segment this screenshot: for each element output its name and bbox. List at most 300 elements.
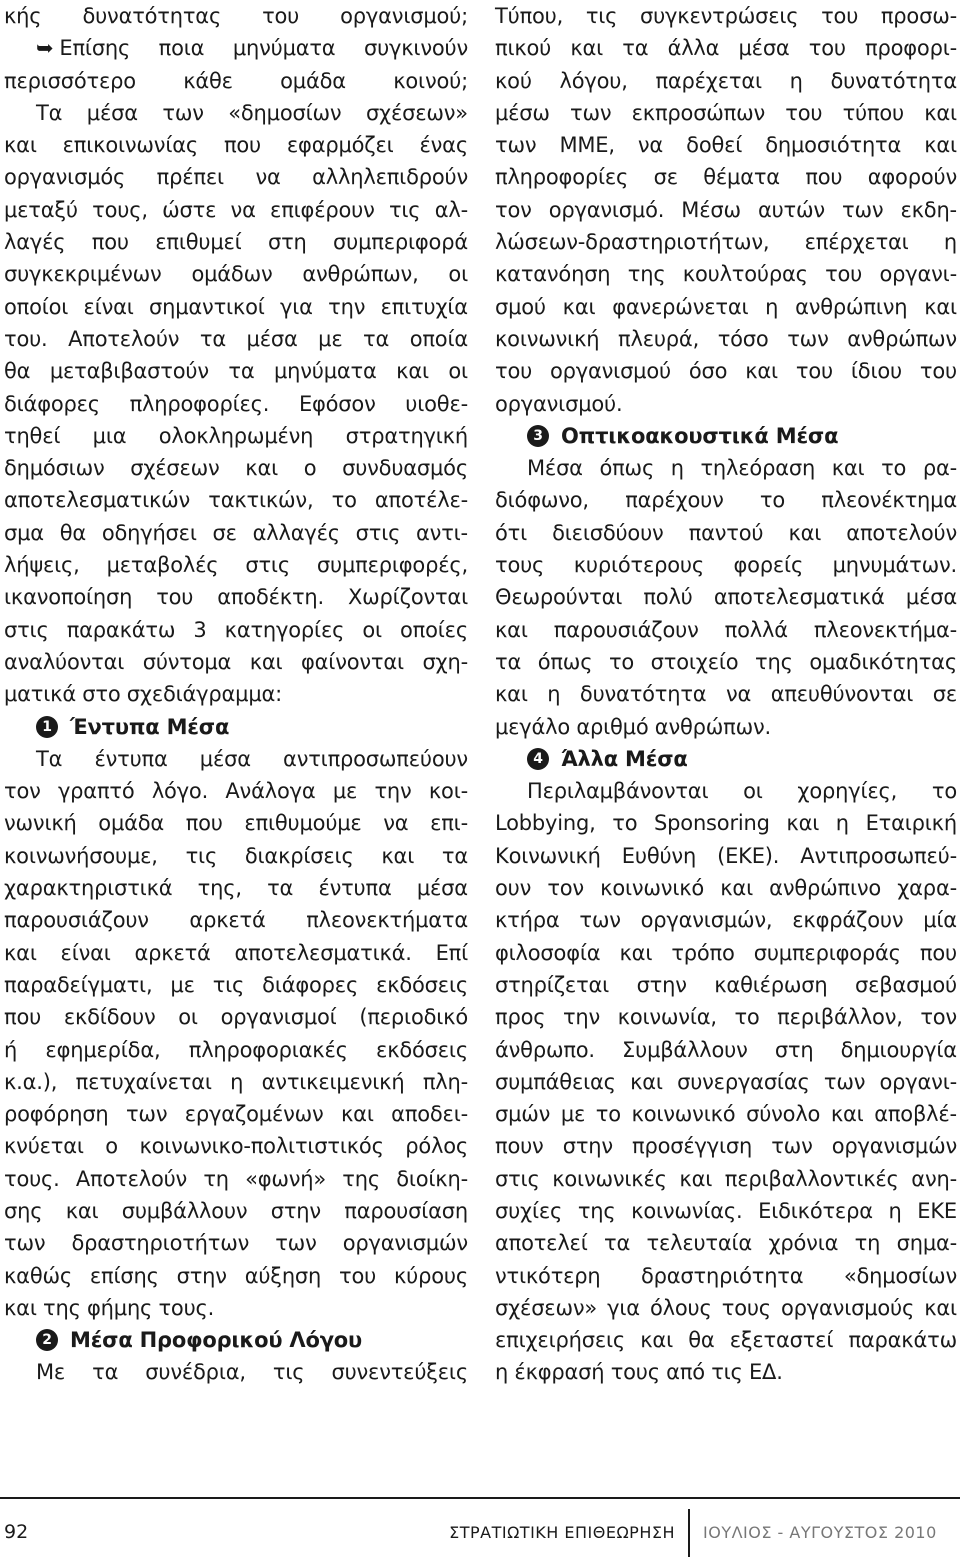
text-line <box>495 1227 957 1259</box>
word: ο <box>303 456 317 481</box>
word: του <box>262 4 300 28</box>
text-line <box>4 226 468 258</box>
word: Επίσης <box>59 36 131 61</box>
word: φαίνονται <box>301 649 404 674</box>
word: ίδιου <box>850 359 902 384</box>
text-line <box>4 65 468 97</box>
text-line <box>4 1130 468 1162</box>
text-line <box>4 0 468 32</box>
section-heading <box>4 711 468 743</box>
text-line <box>4 323 468 355</box>
word: εξεταστεί <box>729 1328 834 1353</box>
text-line <box>495 937 957 969</box>
word: αποτελούν <box>846 520 957 545</box>
word: κοι- <box>428 779 468 804</box>
word: τις <box>388 197 421 222</box>
word: οργανισμός <box>4 165 126 190</box>
word: οργανισμού; <box>340 4 468 28</box>
word: όπως <box>599 456 655 481</box>
word: οργανισμού. <box>495 391 623 416</box>
word: σχέσεων» <box>495 1295 598 1320</box>
text-line <box>495 226 957 258</box>
word: στο <box>82 682 121 707</box>
word: διακρίσεις <box>244 843 354 868</box>
word: δυνατότητα <box>830 68 957 93</box>
text-line <box>495 161 957 193</box>
word: του <box>785 100 823 125</box>
word: μηνύματα <box>232 36 336 61</box>
word: τις <box>585 4 618 28</box>
journal-name: ΣΤΡΑΤΙΩΤΙΚΗ ΕΠΙΘΕΩΡΗΣΗ <box>449 1523 675 1542</box>
word: ολοκληρωμένη <box>158 423 314 448</box>
section-number-badge: 1 <box>36 716 58 738</box>
text-line <box>4 872 468 904</box>
text-line <box>495 581 957 613</box>
word: η <box>943 230 957 255</box>
word: οργανι- <box>879 262 957 287</box>
text-line <box>495 129 957 161</box>
word: και <box>745 359 778 384</box>
word: μέσω <box>495 100 550 125</box>
word: κτήρα <box>495 908 560 933</box>
word: να <box>383 811 409 836</box>
word: σημα- <box>896 1231 957 1256</box>
word: κνύεται <box>4 1134 84 1159</box>
word: ουν <box>495 876 532 901</box>
word: πληροφορίες <box>495 165 629 190</box>
word: ΕΚΕ <box>917 1198 957 1223</box>
word: που <box>4 1005 42 1030</box>
word: διεισδύουν <box>552 520 664 545</box>
word: μέσα <box>416 876 468 901</box>
word: τηθεί <box>4 423 61 448</box>
text-line <box>495 194 957 226</box>
word: την <box>562 1005 601 1030</box>
word: και <box>65 1198 99 1223</box>
text-line <box>4 1001 468 1033</box>
word: συνεντεύξεις <box>331 1360 468 1385</box>
text-line <box>4 388 468 420</box>
word: δραστηριότητα <box>640 1263 804 1288</box>
word: των <box>162 100 204 125</box>
word: άνθρωπο. <box>495 1037 595 1062</box>
word: τις <box>212 972 245 997</box>
word: οργανισμού <box>549 359 671 384</box>
text-line <box>4 1356 468 1388</box>
text-line <box>495 1066 957 1098</box>
word: συγκεκριμένων <box>4 262 162 287</box>
word: εκδόσεις <box>376 972 468 997</box>
text-line <box>4 937 468 969</box>
word: Χωρίζονται <box>347 585 468 610</box>
word: τις <box>185 843 218 868</box>
word: πλευρά, <box>618 326 700 351</box>
word: (ΕΚΕ). <box>717 843 780 868</box>
word: που <box>185 811 223 836</box>
word: των <box>570 100 612 125</box>
word: που <box>805 165 843 190</box>
word: έντυπα <box>318 876 392 901</box>
word: σης <box>4 1198 43 1223</box>
word: επιθυμεί <box>155 230 242 255</box>
word: κού <box>495 68 532 93</box>
word: στις <box>495 1166 540 1191</box>
word: μεγάλο <box>495 714 571 739</box>
text-line <box>4 420 468 452</box>
word: το <box>734 1005 760 1030</box>
word: οι <box>743 779 763 804</box>
word: επίσης <box>89 1263 159 1288</box>
word: δραστηριοτήτων <box>71 1231 250 1256</box>
word: σμα <box>4 520 44 545</box>
text-line <box>4 1034 468 1066</box>
word: και <box>720 876 753 901</box>
word: χορηγίες, <box>797 779 898 804</box>
word: κατανόηση <box>495 262 611 287</box>
text-line <box>4 484 468 516</box>
word: περιβαλλοντικές <box>724 1166 899 1191</box>
word: οι <box>362 617 382 642</box>
word: των <box>495 133 537 158</box>
word: έντυπα <box>94 746 168 771</box>
word: κοινωνήσουμε, <box>4 843 158 868</box>
word: τις <box>272 1360 305 1385</box>
text-line <box>4 1163 468 1195</box>
text-line <box>495 549 957 581</box>
text-line <box>4 549 468 581</box>
word: παρουσιάζουν <box>4 908 149 933</box>
word: ανθρώπινο <box>769 876 882 901</box>
word: διάφορες <box>262 972 359 997</box>
word: ομάδα <box>98 811 165 836</box>
word: από <box>666 1360 705 1385</box>
word: του <box>919 359 957 384</box>
text-line <box>4 97 468 129</box>
word: κοινωνικό <box>600 876 705 901</box>
word: μεταβιβαστούν <box>49 359 209 384</box>
word: δημοσιότητα <box>765 133 902 158</box>
word: ικανοποίηση <box>4 585 133 610</box>
text-line <box>4 129 468 161</box>
text-line <box>495 1163 957 1195</box>
word: θα <box>4 359 31 384</box>
word: παντού <box>688 520 764 545</box>
text-line <box>495 969 957 1001</box>
word: των <box>125 1102 168 1127</box>
word: τηλεόραση <box>700 456 816 481</box>
word: τα <box>363 326 390 351</box>
word: Μέσα <box>527 456 583 481</box>
text-line <box>4 161 468 193</box>
word: το <box>881 456 907 481</box>
word: χαρα- <box>897 876 957 901</box>
text-line <box>495 678 957 710</box>
word: σμών <box>495 1102 551 1127</box>
word: η <box>230 1069 244 1094</box>
word: την <box>328 294 366 319</box>
word: η <box>765 294 779 319</box>
word: όσο <box>688 359 728 384</box>
word: ποια <box>158 36 205 61</box>
word: αποτελεσματικών <box>4 488 191 513</box>
word: να <box>230 197 256 222</box>
word: οργανισμοί <box>220 1005 337 1030</box>
page-footer <box>0 1499 960 1559</box>
word: επι- <box>430 811 468 836</box>
word: αντιπροσωπεύουν <box>283 746 468 771</box>
word: θέματα <box>703 165 780 190</box>
word: και <box>249 649 283 674</box>
word: διάφορες <box>4 391 100 416</box>
word: της <box>43 1295 81 1320</box>
text-line <box>495 517 957 549</box>
word: Εφόσον <box>298 391 376 416</box>
word: και <box>562 294 596 319</box>
word: αφορούν <box>867 165 957 190</box>
word: συνέδρια, <box>145 1360 246 1385</box>
word: ανθρώπων <box>847 326 957 351</box>
word: ένας <box>419 133 468 158</box>
word: Μέσω <box>681 197 741 222</box>
word: απευθύνονται <box>770 682 914 707</box>
word: των <box>842 197 884 222</box>
text-line <box>495 1195 957 1227</box>
word: προφορι- <box>865 36 957 61</box>
word: αποτελεί <box>495 1231 588 1256</box>
word: του <box>156 585 194 610</box>
word: με <box>332 779 358 804</box>
word: και <box>788 520 822 545</box>
text-line <box>495 1356 957 1388</box>
word: τελευταία <box>646 1231 753 1256</box>
word: στην <box>636 972 687 997</box>
text-line <box>495 711 957 743</box>
word: αποτελεσματικά. <box>234 940 412 965</box>
word: με <box>170 972 195 997</box>
word: και <box>924 133 957 158</box>
word: Θεωρούνται <box>495 585 623 610</box>
word: των <box>275 1231 317 1256</box>
word: τα <box>441 843 468 868</box>
word: το <box>612 811 638 836</box>
word: η <box>835 811 849 836</box>
word: κ.α.), <box>4 1069 58 1094</box>
text-line <box>495 65 957 97</box>
word: λήψεις, <box>4 553 80 578</box>
word: Ειδικότερα <box>758 1198 873 1223</box>
word: Αποτελούν <box>68 326 180 351</box>
word: οργανισμών <box>342 1231 468 1256</box>
word: κοινωνικές <box>552 1166 667 1191</box>
word: σεβασμού <box>855 972 957 997</box>
word: οποίες <box>400 617 468 642</box>
word: ώστε <box>162 197 217 222</box>
word: μεταβολές <box>106 553 219 578</box>
text-line <box>495 872 957 904</box>
word: κής <box>4 4 42 28</box>
word: και <box>924 100 957 125</box>
word: και <box>570 36 604 61</box>
word: αριθμό <box>576 714 649 739</box>
word: εργαζομένων <box>184 1102 324 1127</box>
text-line <box>4 840 468 872</box>
word: και <box>831 456 865 481</box>
word: της, <box>197 876 242 901</box>
word: η <box>789 68 803 93</box>
word: στη <box>774 1037 814 1062</box>
word: προσω- <box>880 4 957 28</box>
word: «δημοσίων <box>228 100 342 125</box>
word: εκφράζουν <box>792 908 904 933</box>
word: πλη- <box>422 1069 468 1094</box>
word: παρακάτω <box>848 1328 957 1353</box>
word: μια <box>92 423 127 448</box>
text-line <box>495 32 957 64</box>
section-number-badge: 4 <box>527 748 549 770</box>
word: παρουσιάζουν <box>553 617 699 642</box>
word: ανθρώπινη <box>795 294 908 319</box>
text-line <box>4 1195 468 1227</box>
word: η <box>888 1198 902 1223</box>
word: Τύπου, <box>495 4 564 28</box>
word: ομάδα <box>280 68 346 93</box>
text-line <box>495 1260 957 1292</box>
text-line <box>495 775 957 807</box>
word: συνδυασμός <box>342 456 468 481</box>
text-line <box>495 807 957 839</box>
word: το <box>931 779 957 804</box>
text-line <box>495 323 957 355</box>
word: και <box>786 811 820 836</box>
word: της <box>342 1166 380 1191</box>
word: φανερώνεται <box>612 294 749 319</box>
word: και <box>679 1166 713 1191</box>
word: φήμης <box>87 1295 153 1320</box>
word: αρκετά <box>189 908 266 933</box>
word: συγκεντρώσεις <box>640 4 799 28</box>
word: Αντιπροσωπεύ- <box>800 843 957 868</box>
text-line <box>495 97 957 129</box>
word: όλους <box>650 1295 712 1320</box>
word: και <box>4 133 37 158</box>
word: ανθρώπων. <box>654 714 771 739</box>
word: οργανισμών, <box>640 908 773 933</box>
text-line <box>495 904 957 936</box>
word: προσέγγιση <box>632 1134 753 1159</box>
word: τη <box>854 1231 881 1256</box>
word: αποβλέ- <box>874 1102 957 1127</box>
text-line <box>495 388 957 420</box>
word: Αποτελούν <box>75 1166 188 1191</box>
word: συμπεριφοράς <box>753 940 901 965</box>
word: οι <box>178 1005 198 1030</box>
word: κάθε <box>183 68 233 93</box>
text-line <box>495 452 957 484</box>
word: τακτικών, <box>208 488 314 513</box>
word: σχεδιάγραμμα: <box>126 682 283 707</box>
word: τους. <box>4 1166 60 1191</box>
section-heading-text: Άλλα Μέσα <box>561 746 688 771</box>
word: στην <box>176 1263 227 1288</box>
word: παραδείγματι, <box>4 972 153 997</box>
word: ανθρώπων, <box>302 262 419 287</box>
word: να <box>725 682 752 707</box>
word: Ευθύνη <box>621 843 697 868</box>
word: γραπτό <box>57 779 135 804</box>
word: τόσο <box>717 326 769 351</box>
word: 3 <box>193 617 207 642</box>
word: Εταιρική <box>865 811 957 836</box>
word: παρακάτω <box>66 617 176 642</box>
word: Τα <box>36 100 63 125</box>
word: σμού <box>495 294 546 319</box>
word: συγκινούν <box>363 36 468 61</box>
text-line <box>495 355 957 387</box>
word: κουλτούρας <box>682 262 808 287</box>
section-number-badge: 2 <box>36 1329 58 1351</box>
word: τους <box>721 1295 771 1320</box>
word: διόφωνο, <box>495 488 589 513</box>
word: Με <box>36 1360 66 1385</box>
word: και <box>830 1102 864 1127</box>
word: κύρους <box>393 1263 468 1288</box>
word: πετυχαίνεται <box>75 1069 212 1094</box>
word: μηνυμάτων. <box>832 553 957 578</box>
word: υιοθε- <box>405 391 468 416</box>
word: «φωνή» <box>245 1166 327 1191</box>
word: χρόνια <box>768 1231 839 1256</box>
text-line <box>4 1260 468 1292</box>
word: αναλύονται <box>4 649 125 674</box>
word: εκδίδουν <box>63 1005 156 1030</box>
word: Συμβάλλουν <box>622 1037 748 1062</box>
word: περισσότερο <box>4 68 136 93</box>
word: χαρακτηριστικά <box>4 876 173 901</box>
word: δυνατότητας <box>82 4 222 28</box>
word: μέσα <box>199 746 251 771</box>
word: ροφόρηση <box>4 1102 109 1127</box>
word: αλλαγές <box>252 520 340 545</box>
text-line <box>495 1324 957 1356</box>
word: στοιχείο <box>650 649 739 674</box>
word: εκπροσώπων <box>631 100 766 125</box>
word: του <box>495 359 533 384</box>
word: εφαρμόζει <box>286 133 394 158</box>
text-line <box>495 291 957 323</box>
word: ΕΔ. <box>748 1360 783 1385</box>
text-line <box>4 517 468 549</box>
word: αύξηση <box>244 1263 322 1288</box>
word: πλεονεκτήματα <box>306 908 468 933</box>
word: σημαντικοί <box>149 294 265 319</box>
word: τις <box>711 1360 743 1385</box>
word: και <box>396 359 429 384</box>
word: αυτών <box>757 197 825 222</box>
word: συμπεριφορές, <box>316 553 468 578</box>
word: του <box>808 36 846 61</box>
word: που <box>919 940 957 965</box>
word: μηνύματα <box>273 359 377 384</box>
word: ή <box>4 1037 18 1062</box>
word: Περιλαμβάνονται <box>527 779 709 804</box>
word: σχέσεων» <box>365 100 468 125</box>
word: πρέπει <box>156 165 224 190</box>
word: και <box>924 294 957 319</box>
section-heading <box>4 1324 468 1356</box>
word: ότι <box>495 520 527 545</box>
word: επιτυχία <box>380 294 468 319</box>
word: φορείς <box>733 553 804 578</box>
